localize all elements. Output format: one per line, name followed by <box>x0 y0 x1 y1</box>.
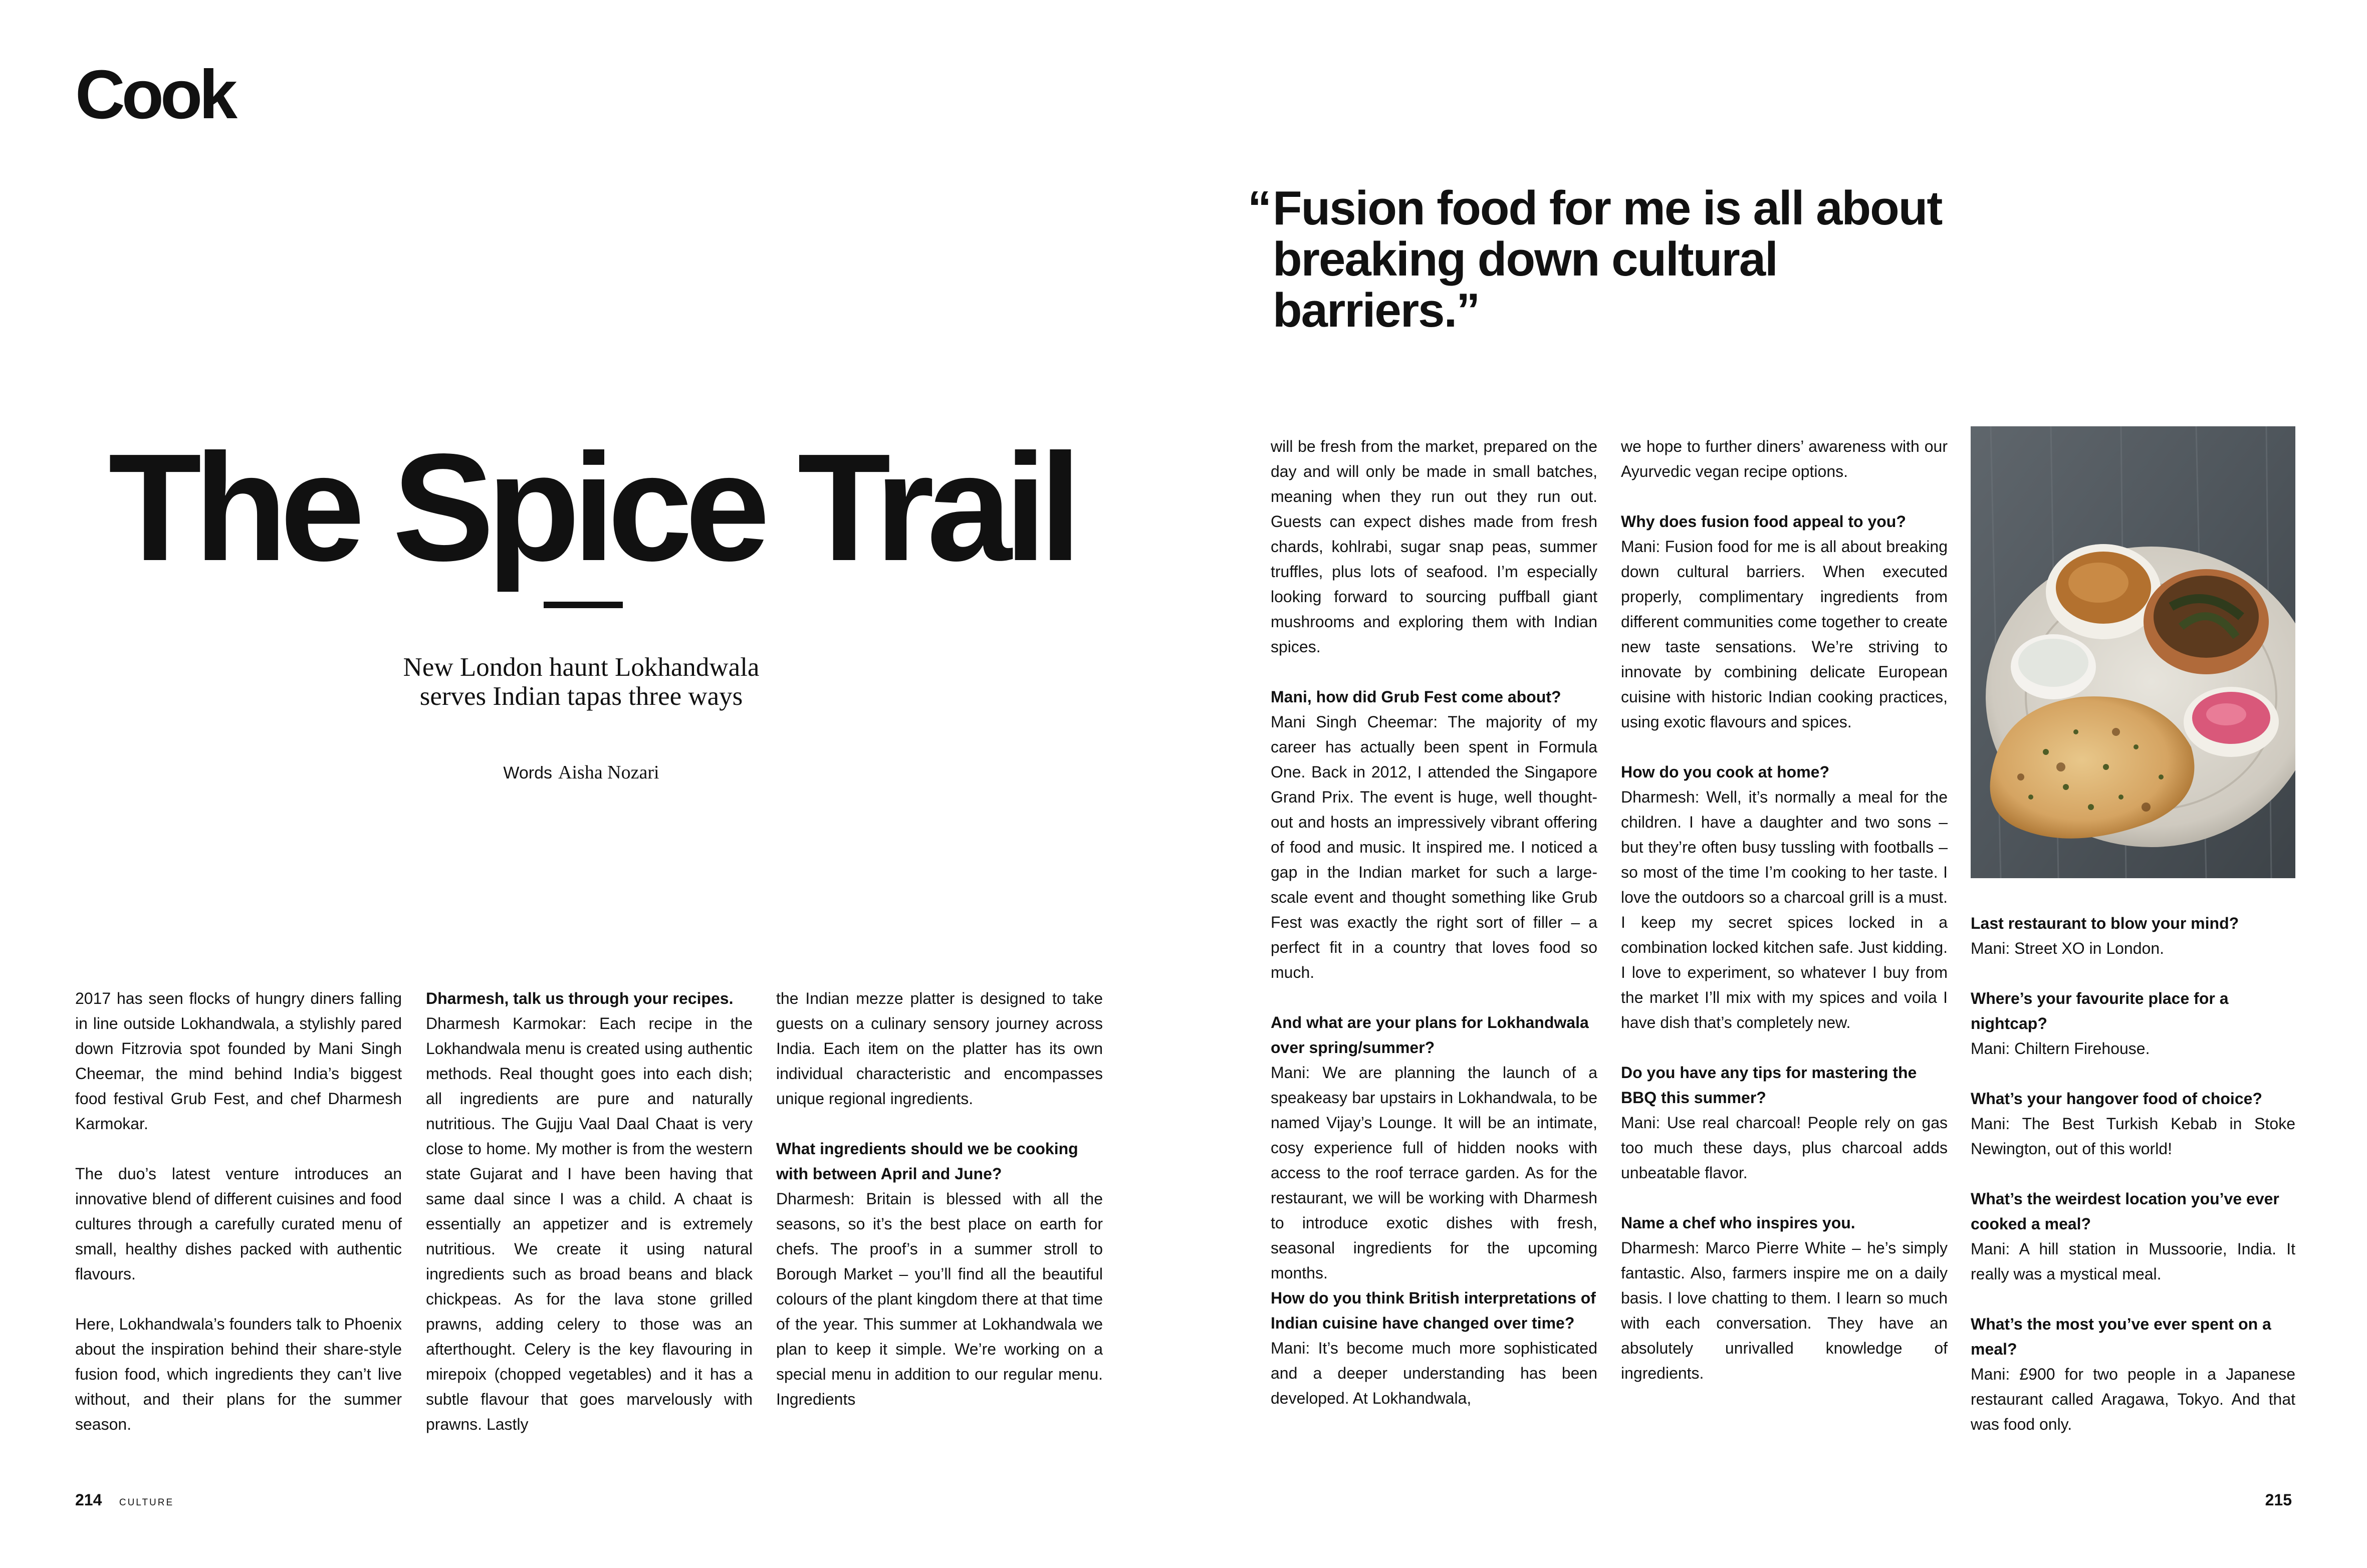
interview-question: Dharmesh, talk us through your recipes. <box>426 989 734 1007</box>
qa-block <box>1621 1060 1948 1185</box>
interview-question: What ingredients should we be cooking with between April and June? <box>776 1140 1078 1183</box>
food-platter-photo <box>1971 426 2295 878</box>
qa-block <box>1971 911 2295 961</box>
interview-question: How do you cook at home? <box>1621 763 1830 781</box>
interview-question: Mani, how did Grub Fest come about? <box>1271 688 1561 706</box>
interview-answer: Mani: We are planning the launch of a speakeasy bar upstairs in Lokhandwala, to be named Vijay’s Lounge. It will be an intimate, cosy experience full of hidden nooks with access to the roof terrace garden. As for the restaurant, we will be working with Dharmesh to introduce exotic dishes with fresh, seasonal ingredients for the upcoming months. <box>1271 1064 1597 1282</box>
qa-block <box>1971 1186 2295 1286</box>
interview-question: Name a chef who inspires you. <box>1621 1214 1855 1232</box>
byline-label: Words <box>503 763 553 782</box>
left-page-footer <box>75 1491 174 1509</box>
interview-question: Why does fusion food appeal to you? <box>1621 512 1906 531</box>
interview-answer: Mani: Fusion food for me is all about breaking down cultural barriers. When executed properly, complimentary ingredients from different communities come together to create new taste sensations. We’re striving to innovate by combining delicate European cuisine with historic Indian cooking practices, using exotic flavours and spices. <box>1621 538 1948 731</box>
interview-answer: Dharmesh Karmokar: Each recipe in the Lokhandwala menu is created using authentic methods. Real thought goes into each dish; all ingredients are pure and naturally nutritious. The Gujju Vaal Daal Chaat is very close to home. My mother is from the western state Gujarat and I have been having that same daal since I was a child. A chaat is essentially an appetizer and is extremely nutritious. We create it using natural ingredients such as broad beans and black chickpeas. As for the lava stone grilled prawns, adding celery to those was an afterthought. Celery is the key flavouring in mirepoix (chopped vegetables) and it has a subtle flavour that goes marvelously with prawns. Lastly <box>426 1014 753 1433</box>
body-column-1 <box>75 986 402 1437</box>
subtitle-line-1: New London haunt Lokhandwala <box>403 653 760 682</box>
right-page-number: 215 <box>2265 1491 2292 1509</box>
section-footer-label: CULTURE <box>119 1497 174 1508</box>
interview-answer: the Indian mezze platter is designed to take guests on a culinary sensory journey across India. Each item on the platter has its own individual characteristic and encompasses unique regional ingredients. <box>776 989 1103 1108</box>
interview-answer: Mani: A hill station in Mussoorie, India. It really was a mystical meal. <box>1971 1240 2295 1283</box>
byline-author: Aisha Nozari <box>558 762 659 783</box>
interview-answer: Mani: It’s become much more sophisticated and a deeper understanding has been developed. At Lokhandwala, <box>1271 1339 1597 1407</box>
article-title: The Spice Trail <box>108 422 1074 593</box>
interview-question: Do you have any tips for mastering the BBQ this summer? <box>1621 1064 1917 1107</box>
interview-answer: Mani: The Best Turkish Kebab in Stoke Newington, out of this world! <box>1971 1115 2295 1158</box>
pull-quote-open-mark: “ <box>1248 181 1271 235</box>
body-column-5 <box>1621 434 1948 1386</box>
interview-answer: Mani: Use real charcoal! People rely on gas too much these days, plus charcoal adds unbeatable flavor. <box>1621 1114 1948 1182</box>
qa-block <box>1971 986 2295 1061</box>
interview-question: What’s the most you’ve ever spent on a meal? <box>1971 1315 2271 1358</box>
qa-block <box>1271 684 1597 985</box>
qa-block <box>1621 1210 1948 1386</box>
qa-block <box>776 1136 1103 1412</box>
body-column-2 <box>426 986 753 1437</box>
left-page-number: 214 <box>75 1491 102 1509</box>
interview-question: How do you think British interpretations of Indian cuisine have changed over time? <box>1271 1289 1596 1332</box>
interview-answer: we hope to further diners’ awareness with our Ayurvedic vegan recipe options. <box>1621 437 1948 480</box>
section-label: Cook <box>75 56 234 133</box>
qa-block <box>426 986 753 1437</box>
interview-answer: Mani: Street XO in London. <box>1971 939 2164 957</box>
subtitle-line-2: serves Indian tapas three ways <box>419 682 743 711</box>
interview-question: What’s your hangover food of choice? <box>1971 1090 2262 1108</box>
interview-answer: Dharmesh: Britain is blessed with all the seasons, so it’s the best place on earth for chefs. The proof’s in a summer stroll to Borough Market – you’ll find all the beautiful colours of the plant kingdom there at that time of the year. This summer at Lokhandwala we plan to keep it simple. We’re working on a special menu in addition to our regular menu. Ingredients <box>776 1190 1103 1408</box>
title-divider <box>544 602 623 608</box>
intro-paragraph-2: The duo’s latest venture introduces an innovative blend of different cuisines and food cultures through a carefully curated menu of small, healthy dishes packed with authentic flavours. <box>75 1165 402 1283</box>
intro-paragraph-3: Here, Lokhandwala’s founders talk to Phoenix about the inspiration behind their share-style fusion food, which ingredients they can’t live without, and their plans for the summer season. <box>75 1315 402 1433</box>
interview-question: And what are your plans for Lokhandwala over spring/summer? <box>1271 1013 1589 1057</box>
interview-answer: Mani: Chiltern Firehouse. <box>1971 1039 2150 1058</box>
intro-paragraph-1: 2017 has seen flocks of hungry diners falling in line outside Lokhandwala, a stylishly pared down Fitzrovia spot founded by Mani Singh Cheemar, the mind behind India’s biggest food festival Grub Fest, and chef Dharmesh Karmokar. <box>75 989 402 1133</box>
body-column-4 <box>1271 434 1597 1411</box>
interview-answer: Mani Singh Cheemar: The majority of my career has actually been spent in Formula One. Back in 2012, I attended the Singapore Grand Prix. The event is huge, well thought-out and hosts an impressively vibrant offering of food and music. It inspired me. I noticed a gap in the Indian market for such a large-scale event and thought something like Grub Fest was exactly the right sort of filler – a perfect fit in a country that loves food so much. <box>1271 713 1597 981</box>
interview-question: Last restaurant to blow your mind? <box>1971 914 2239 932</box>
body-column-3 <box>776 986 1103 1412</box>
qa-block <box>1621 509 1948 734</box>
pull-quote <box>1248 183 1949 336</box>
interview-question: Where’s your favourite place for a nightcap? <box>1971 989 2229 1032</box>
interview-answer: Mani: £900 for two people in a Japanese restaurant called Aragawa, Tokyo. And that was food only. <box>1971 1365 2295 1433</box>
interview-question: What’s the weirdest location you’ve ever cooked a meal? <box>1971 1190 2279 1233</box>
qa-block <box>1271 1010 1597 1285</box>
qa-block <box>1621 759 1948 1035</box>
interview-answer: will be fresh from the market, prepared on the day and will only be made in small batches, meaning when they run out they run out. Guests can expect dishes made from fresh chards, kohlrabi, sugar snap peas, summer truffles, plus lots of seafood. I’m especially looking forward to sourcing puffball giant mushrooms and exploring them with Indian spices. <box>1271 437 1597 656</box>
qa-block <box>1971 1312 2295 1437</box>
qa-block <box>1271 1285 1597 1411</box>
pull-quote-text: Fusion food for me is all about breaking down cultural barriers.” <box>1273 181 1942 337</box>
qa-block <box>1971 1086 2295 1161</box>
byline <box>431 761 732 783</box>
interview-answer: Dharmesh: Well, it’s normally a meal for the children. I have a daughter and two sons – but they’re often busy tussling with footballs – so most of the time I’m cooking to her taste. I love the outdoors so a charcoal grill is a must. I keep my secret spices locked in a combination locked kitchen safe. Just kidding. I love to experiment, so whatever I buy from the market I’ll mix with my spices and voila I have dish that’s completely new. <box>1621 788 1948 1031</box>
interview-answer: Dharmesh: Marco Pierre White – he’s simply fantastic. Also, farmers inspire me on a daily basis. I love chatting to them. I learn so much with each conversation. They have an absolutely unrivalled knowledge of ingredients. <box>1621 1239 1948 1382</box>
article-subtitle <box>281 653 882 711</box>
body-column-6 <box>1971 911 2295 1437</box>
